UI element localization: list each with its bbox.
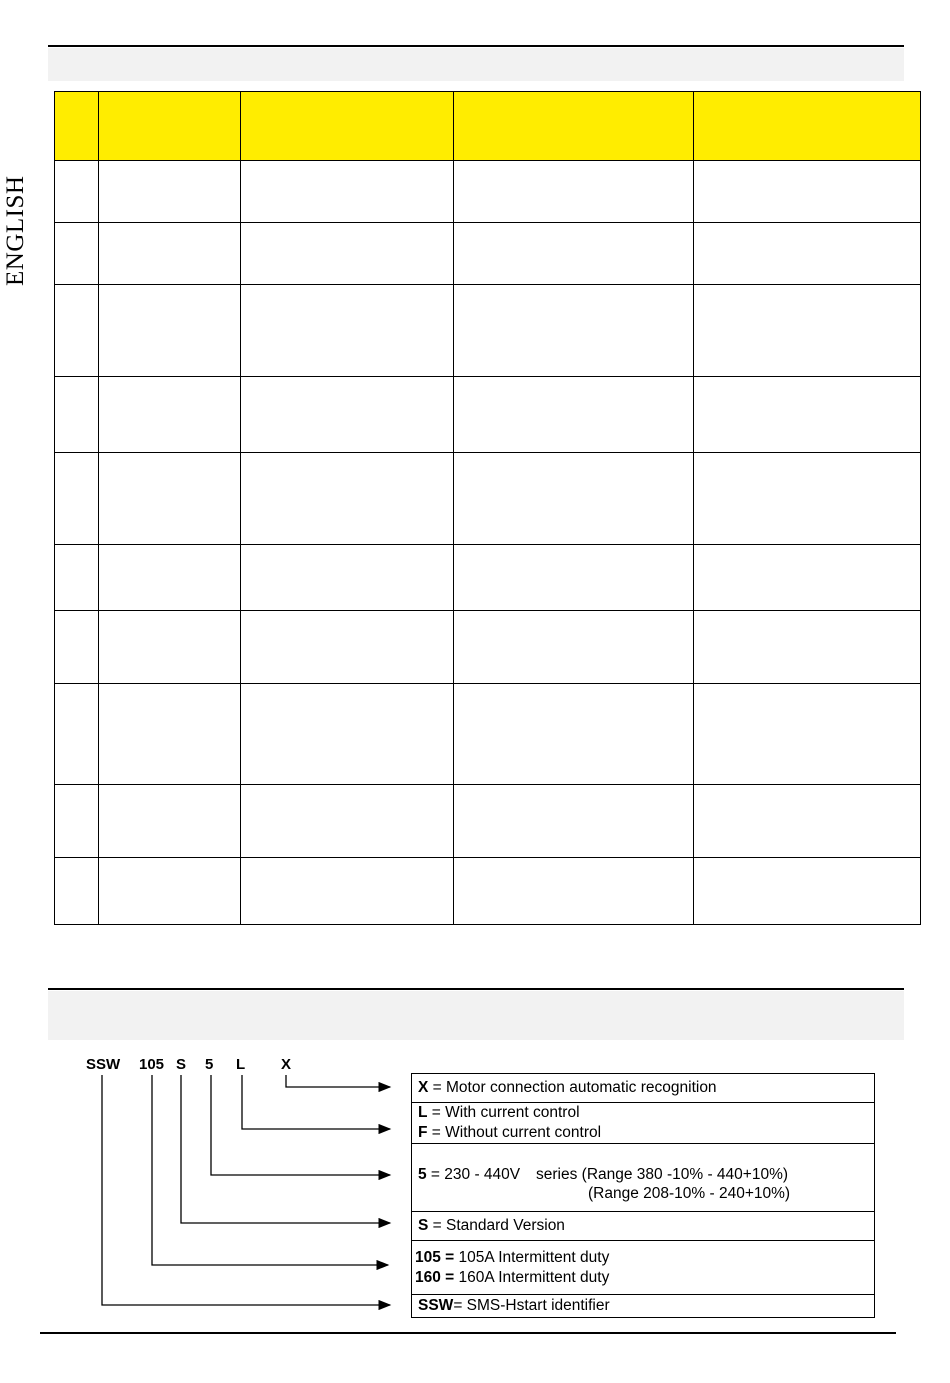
desc-row-5 (412, 1144, 874, 1212)
desc-key-x: X (418, 1079, 429, 1096)
desc-series-5: series (Range 380 -10% - 440+10%) (536, 1166, 789, 1183)
desc-eq: = (427, 1104, 446, 1121)
arrow-s (181, 1075, 390, 1223)
arrow-105 (152, 1075, 388, 1265)
desc-key-ssw: SSW (418, 1297, 454, 1314)
arrow-5 (211, 1075, 390, 1175)
desc-key-l: L (418, 1104, 428, 1121)
desc-text-105: 105A Intermittent duty (454, 1249, 610, 1266)
code-part-l: L (236, 1056, 246, 1073)
desc-row-s (412, 1212, 874, 1241)
code-part-5: 5 (205, 1056, 214, 1073)
desc-text-160: 160A Intermittent duty (454, 1269, 610, 1286)
language-side-label: ENGLISH (2, 175, 29, 287)
desc-key-5: 5 (418, 1166, 427, 1183)
desc-eq: = (426, 1166, 445, 1183)
arrow-ssw (102, 1075, 390, 1305)
arrow-l (242, 1075, 390, 1129)
desc-eq: = (428, 1217, 447, 1234)
desc-key-f: F (418, 1124, 428, 1141)
code-description-box (411, 1073, 875, 1318)
desc-text-f: Without current control (445, 1124, 602, 1141)
code-part-ssw: SSW (86, 1056, 121, 1073)
desc-key-s: S (418, 1217, 429, 1234)
code-part-x: X (281, 1056, 292, 1073)
desc-row-x (412, 1074, 874, 1103)
desc-row-ssw (412, 1295, 874, 1317)
desc-volt-5: 230 - 440V (444, 1166, 521, 1183)
code-part-105: 105 (139, 1056, 165, 1073)
bottom-rule (40, 1332, 896, 1334)
desc-range2-5: (Range 208-10% - 240+10%) (588, 1185, 791, 1202)
code-part-s: S (176, 1056, 187, 1073)
desc-row-105-160 (412, 1241, 874, 1295)
desc-eq: = (428, 1079, 447, 1096)
desc-key-160: 160 = (415, 1269, 455, 1286)
desc-key-105: 105 = (415, 1249, 455, 1266)
desc-text-ssw: = SMS-Hstart identifier (453, 1297, 610, 1314)
desc-eq: = (427, 1124, 446, 1141)
arrow-x (286, 1075, 390, 1087)
desc-text-s: Standard Version (446, 1217, 565, 1234)
desc-text-l: With current control (445, 1104, 580, 1121)
desc-text-x: Motor connection automatic recognition (446, 1079, 717, 1096)
desc-row-l-f (412, 1103, 874, 1144)
